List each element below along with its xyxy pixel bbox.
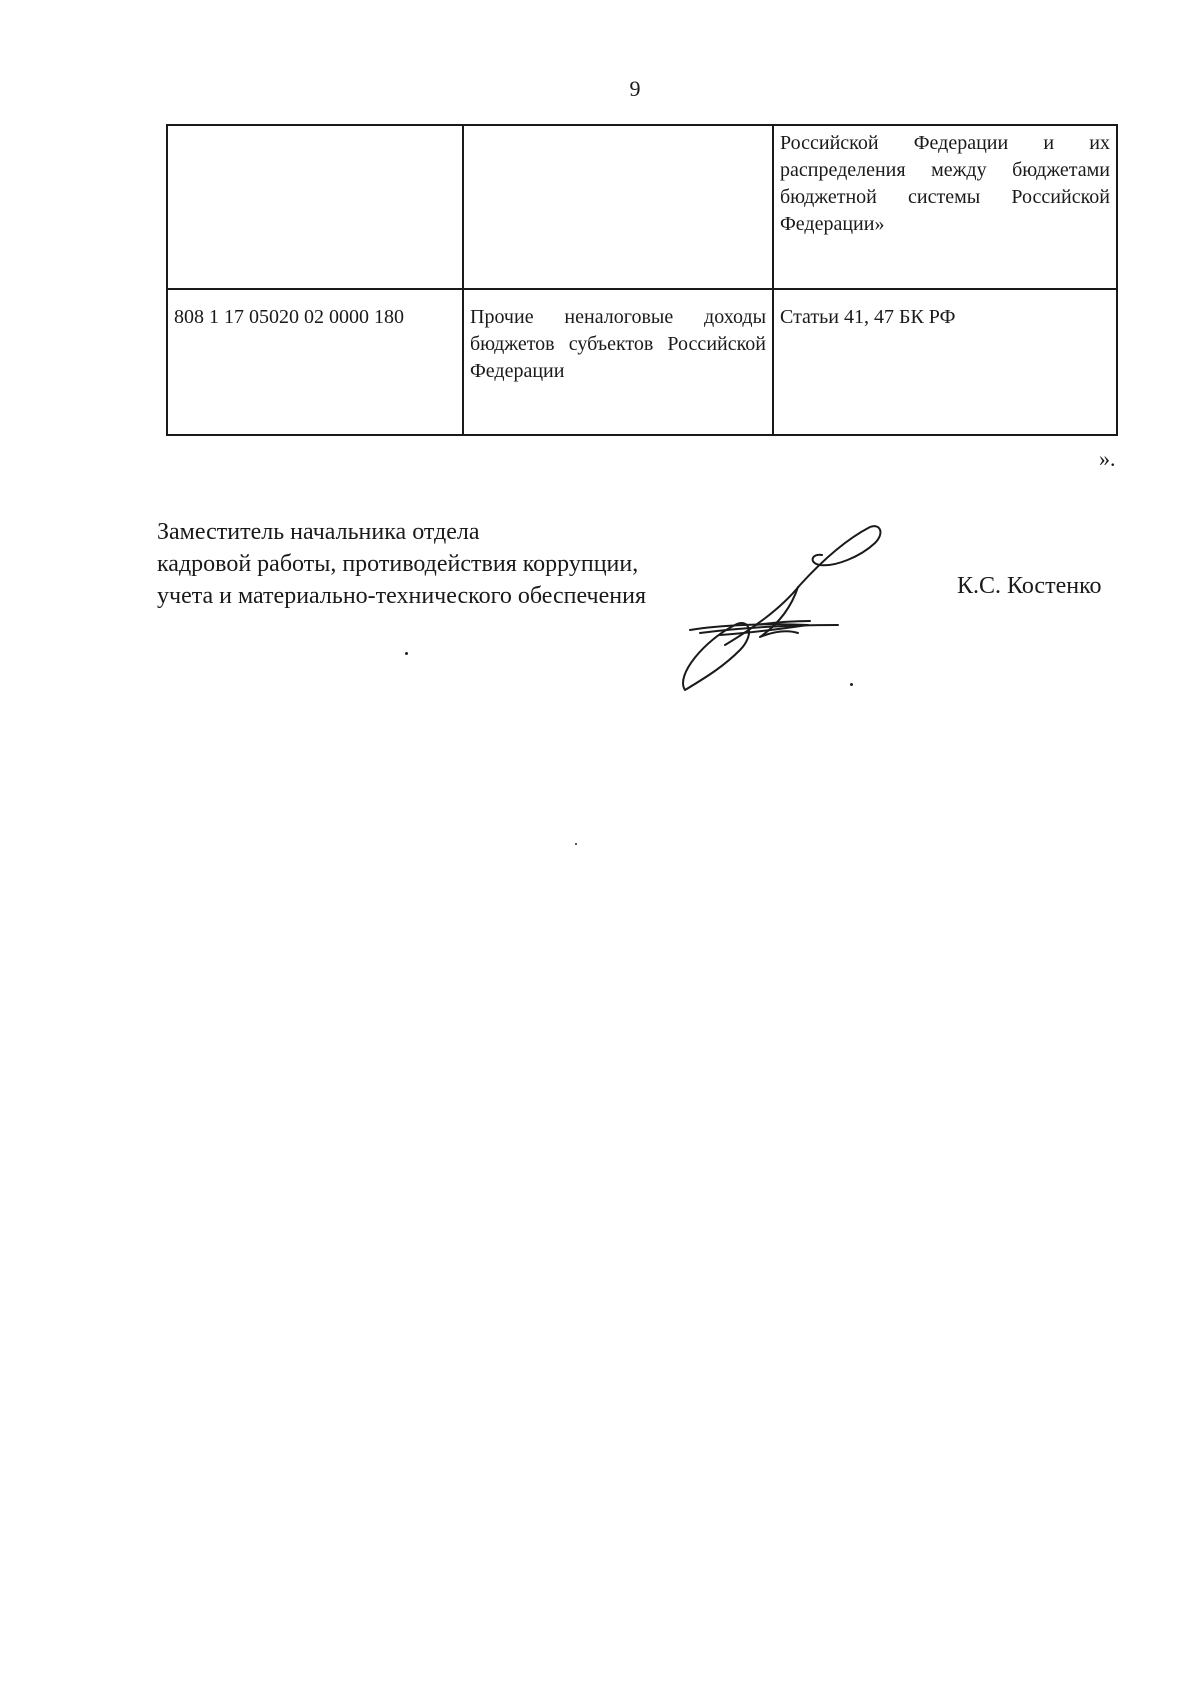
handwritten-signature (680, 525, 920, 695)
name-cell (463, 125, 773, 289)
basis-cell: Статьи 41, 47 БК РФ (773, 289, 1117, 435)
code-cell (167, 125, 463, 289)
scan-speck (405, 652, 408, 655)
signer-position (157, 516, 646, 612)
signer-name: К.С. Костенко (957, 573, 1102, 599)
scan-speck (850, 683, 853, 686)
table-row (167, 289, 1117, 435)
basis-cell: Российской Федерации и их распределения между бюджетами бюджетной системы Российской Федерации» (773, 125, 1117, 289)
closing-quote: ». (1099, 446, 1116, 471)
revenue-codes-table (166, 124, 1118, 436)
position-line: учета и материально-технического обеспечения (157, 583, 646, 609)
table-row (167, 125, 1117, 289)
name-cell: Прочие неналоговые доходы бюджетов субъектов Российской Федерации (463, 289, 773, 435)
scan-speck (575, 843, 577, 845)
code-cell: 808 1 17 05020 02 0000 180 (167, 289, 463, 435)
position-line: кадровой работы, противодействия коррупции, (157, 551, 639, 577)
page-number: 9 (629, 76, 641, 101)
position-line: Заместитель начальника отдела (157, 519, 480, 545)
